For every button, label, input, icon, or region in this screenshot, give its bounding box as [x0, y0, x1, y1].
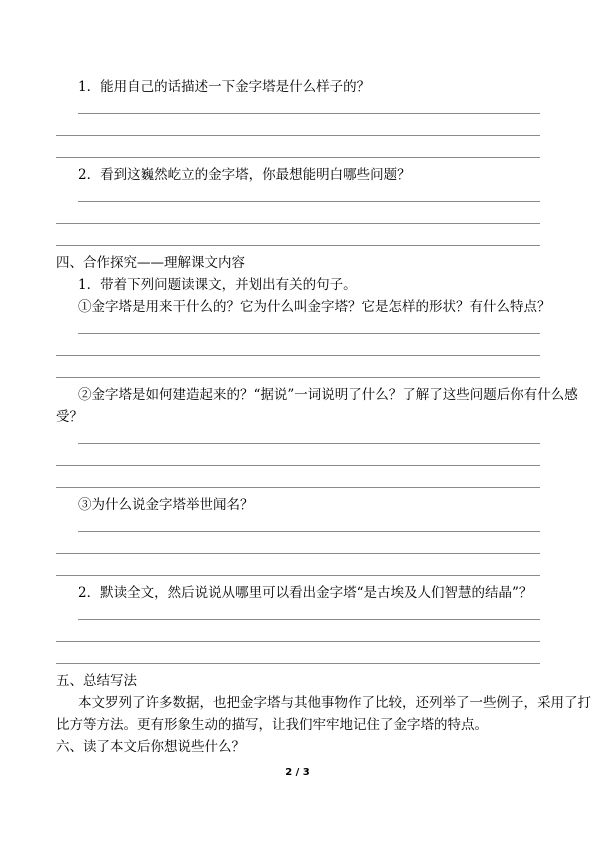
answer-line — [56, 223, 540, 224]
answer-line — [56, 355, 540, 356]
section-4-task-2: 2．默读全文，然后说说从哪里可以看出金字塔“是古埃及人们智慧的结晶”？ — [78, 585, 533, 601]
sub-question-1: ①金字塔是用来干什么的？它为什么叫金字塔？它是怎样的形状？有什么特点？ — [78, 299, 551, 315]
section-5-heading: 五、总结写法 — [56, 673, 137, 689]
page-number: 2 / 3 — [285, 767, 310, 778]
sub-question-2-continued: 受？ — [56, 409, 83, 425]
sub-question-3: ③为什么说金字塔举世闻名？ — [78, 497, 254, 513]
answer-line — [56, 663, 540, 664]
section-4-task-1: 1．带着下列问题读课文，并划出有关的句子。 — [78, 277, 357, 293]
answer-line — [78, 531, 540, 532]
answer-line — [78, 333, 540, 334]
answer-line — [56, 377, 540, 378]
question-2: 2．看到这巍然屹立的金字塔，你最想能明白哪些问题？ — [78, 167, 411, 183]
answer-line — [56, 575, 540, 576]
answer-line — [56, 641, 540, 642]
answer-line — [56, 465, 540, 466]
answer-line — [56, 487, 540, 488]
summary-paragraph-line-1: 本文罗列了许多数据，也把金字塔与其他事物作了比较，还列举了一些例子，采用了打 — [78, 695, 591, 711]
answer-line — [56, 245, 540, 246]
answer-line — [78, 113, 540, 114]
answer-line — [56, 553, 540, 554]
sub-question-2: ②金字塔是如何建造起来的？“据说”一词说明了什么？了解了这些问题后你有什么感 — [78, 387, 578, 403]
question-1: 1．能用自己的话描述一下金字塔是什么样子的？ — [78, 79, 371, 95]
answer-line — [56, 157, 540, 158]
answer-line — [78, 619, 540, 620]
answer-line — [56, 135, 540, 136]
section-6-heading: 六、读了本文后你想说些什么？ — [56, 739, 245, 755]
summary-paragraph-line-2: 比方等方法。更有形象生动的描写，让我们牢牢地记住了金字塔的特点。 — [56, 717, 488, 733]
answer-line — [78, 443, 540, 444]
section-4-heading: 四、合作探究——理解课文内容 — [56, 255, 245, 271]
answer-line — [78, 201, 540, 202]
